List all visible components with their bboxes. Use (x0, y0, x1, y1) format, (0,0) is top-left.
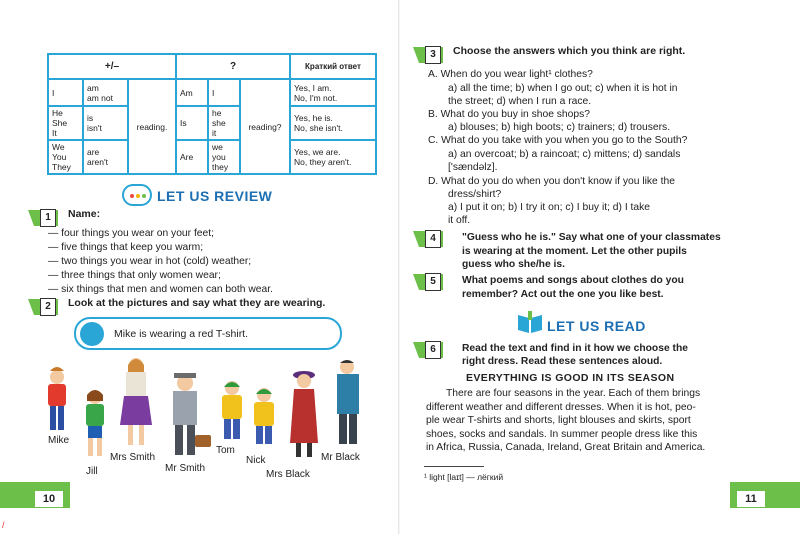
footnote-divider (424, 466, 484, 467)
page-number: 11 (736, 490, 766, 508)
table-cell-verb: are aren't (83, 140, 128, 174)
question-line: C. What do you take with you when you go to the South? (428, 135, 688, 146)
person-label-mr-smith: Mr Smith (165, 463, 205, 474)
answer-line: it off. (448, 215, 471, 226)
list-item: — two things you wear in hot (cold) weather; (48, 256, 252, 267)
question-line: dress/shirt? (448, 189, 502, 200)
table-cell-question-verb: Are (176, 140, 208, 174)
answer-line: a) all the time; b) when I go out; c) when it is hot in (448, 83, 678, 94)
answer-line: ['sændəlz]. (448, 162, 498, 173)
exercise-number: 4 (425, 230, 441, 248)
exercise-number: 2 (40, 298, 56, 316)
answer-line: a) I put it on; b) I try it on; c) I buy it; d) I take (448, 202, 651, 213)
answer-line: a) blouses; b) high boots; c) trainers; d) trousers. (448, 122, 671, 133)
exercise-number: 5 (425, 273, 441, 291)
table-cell-reading-question: reading? (240, 79, 290, 174)
table-cell-question-verb: Am (176, 79, 208, 106)
mike-figure (48, 367, 66, 430)
table-cell-question-verb: Is (176, 106, 208, 140)
exercise-title: Name: (68, 208, 101, 220)
table-cell-reading: reading. (128, 79, 176, 174)
person-label-nick: Nick (246, 455, 266, 466)
list-item: — five things that keep you warm; (48, 242, 204, 253)
person-label-jill: Jill (86, 466, 98, 477)
table-cell-subject: We You They (48, 140, 83, 174)
open-book-icon (516, 311, 544, 335)
mrs-black-figure (290, 371, 318, 457)
table-header-short-answer: Краткий ответ (290, 54, 376, 79)
grammar-table (47, 53, 377, 175)
mrs-smith-figure (120, 358, 152, 445)
speech-bubble-icon (122, 184, 152, 206)
section-title-review: LET US REVIEW (157, 188, 273, 204)
footnote: ¹ light [laɪt] — лёгкий (424, 472, 504, 482)
list-item: — four things you wear on your feet; (48, 228, 214, 239)
table-cell-question-subject: he she it (208, 106, 240, 140)
table-header-affirmative-negative: +/– (48, 54, 176, 79)
answer-line: the street; d) when I run a race. (448, 96, 592, 107)
exercise-text: What poems and songs about clothes do you (462, 275, 684, 286)
text-title: EVERYTHING IS GOOD IN ITS SEASON (466, 372, 675, 384)
exercise-number: 6 (425, 341, 441, 359)
question-line: A. When do you wear light¹ clothes? (428, 69, 593, 80)
text-line: shoes, socks and sandals. In summer people dress like this (426, 429, 698, 440)
exercise-text: right dress. Read these sentences aloud. (462, 356, 663, 367)
answer-line: a) an overcoat; b) a raincoat; c) mittens; d) sandals (448, 149, 681, 160)
list-item: — six things that men and women can both wear. (48, 284, 273, 295)
exercise-text: Read the text and find in it how we choose the (462, 343, 688, 354)
table-cell-subject: He She It (48, 106, 83, 140)
exercise-title: Look at the pictures and say what they are wearing. (68, 297, 326, 309)
table-cell-question-subject: I (208, 79, 240, 106)
person-label-mrs-smith: Mrs Smith (110, 452, 155, 463)
mr-smith-figure (173, 373, 211, 455)
tom-figure (222, 381, 242, 439)
person-label-mrs-black: Mrs Black (266, 469, 310, 480)
mr-black-figure (337, 360, 359, 444)
text-line: in Africa, Russia, Canada, Ireland, Great Britain and America. (426, 442, 706, 453)
question-line: D. What do you do when you don't know if you like the (428, 176, 675, 187)
person-label-tom: Tom (216, 445, 235, 456)
ball-icon (80, 322, 104, 346)
person-label-mr-black: Mr Black (321, 452, 360, 463)
text-line: ple wear T-shirts and shorts, light blouses and skirts, sport (426, 415, 691, 426)
exercise-number: 3 (425, 46, 441, 64)
table-cell-question-subject: we you they (208, 140, 240, 174)
table-cell-short-answer: Yes, I am. No, I'm not. (290, 79, 376, 106)
text-line: different weather and different dresses. When it is hot, peo- (426, 402, 696, 413)
exercise-text: remember? Act out the one you like best. (462, 289, 664, 300)
jill-figure (86, 390, 104, 456)
table-cell-short-answer: Yes, we are. No, they aren't. (290, 140, 376, 174)
example-sentence: Mike is wearing a red T-shirt. (114, 328, 249, 340)
list-item: — three things that only women wear; (48, 270, 221, 281)
exercise-title: Choose the answers which you think are right. (453, 45, 686, 57)
exercise-number: 1 (40, 209, 56, 227)
table-cell-short-answer: Yes, he is. No, she isn't. (290, 106, 376, 140)
table-cell-verb: am am not (83, 79, 128, 106)
person-label-mike: Mike (48, 435, 70, 446)
question-line: B. What do you buy in shoe shops? (428, 109, 590, 120)
exercise-text: guess who she/he is. (462, 259, 565, 270)
section-title-read: LET US READ (547, 318, 646, 334)
page-number: 10 (34, 490, 64, 508)
exercise-text: is wearing at the moment. Let the other pupils (462, 246, 687, 257)
exercise-text: "Guess who he is." Say what one of your classmates (462, 232, 721, 243)
right-page (400, 0, 800, 534)
table-cell-verb: is isn't (83, 106, 128, 140)
corner-mark: / (2, 520, 5, 530)
text-line: There are four seasons in the year. Each of them brings (446, 388, 701, 399)
table-cell-subject: I (48, 79, 83, 106)
example-sentence-box (74, 317, 342, 350)
nick-figure (254, 388, 274, 444)
table-header-question: ? (176, 54, 290, 79)
